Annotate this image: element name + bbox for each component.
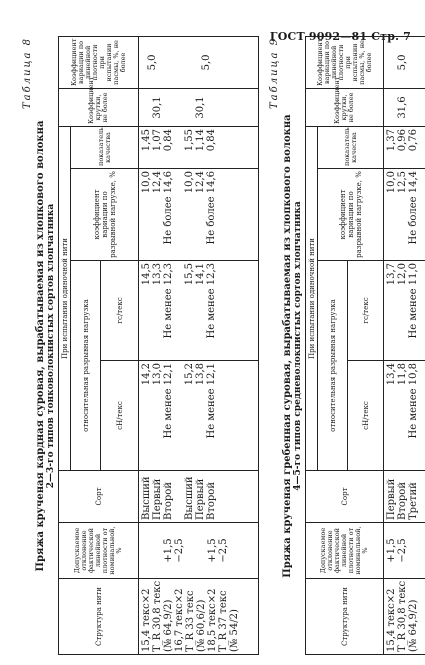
table-8-rel-strength-header: относительная разрывная нагрузка	[71, 261, 101, 471]
table-9-structure-header: Структура нити	[306, 579, 384, 655]
table-9-indicator-cell: 1,37 0,96 0,76	[384, 126, 425, 168]
table-row	[384, 36, 425, 654]
table-8-structure-cell: 15,4 текс×2 T_R 30,8 текс (№ 64,9/2) 16,7 текс×2 T_R 33 текс (№ 60,6/2) 18,5 текс×2 T_R 37 текс (№ 54/2)	[139, 579, 259, 655]
table-9-cn-tex-header: сН/текс	[348, 361, 384, 471]
table-8-twist-header: Коэффициент крутки, не более	[59, 88, 139, 126]
table-row	[139, 36, 259, 654]
table-9-density-cell: 5,0	[384, 36, 425, 88]
table-9-single-header: При испытании одиночной нити	[306, 126, 318, 470]
table-8-number: Таблица 8	[22, 37, 33, 110]
table-8-structure-header: Структура нити	[59, 579, 139, 655]
table-8-coef-header: коэффициент вариации по разрывной нагрузке, %	[71, 169, 139, 261]
table-8-twist-cell: 30,1 30,1	[139, 88, 259, 126]
table-9-coef-header: коэффициент вариации по разрывной нагрузке, %	[318, 169, 384, 261]
table-9-number: Таблица 9	[269, 37, 280, 110]
table-9-density-header: Коэффициент вариации по линейной плотности при испытании пасмы, %, не более	[306, 36, 384, 88]
table-9-indicator-header: показатель качества	[318, 126, 384, 168]
table-9-sort-cell: Первый Второй Третий	[384, 471, 425, 523]
table-9-gs-tex-header: гс/текс	[348, 261, 384, 361]
table-8-cn-tex-header: сН/текс	[101, 361, 139, 471]
table-9-structure-cell: 15,4 текс×2 T_R 30,8 текс (№ 64,9/2)	[384, 579, 425, 655]
table-8-sort-header: Сорт	[59, 471, 139, 523]
table-9-twist-cell: 31,6	[384, 88, 425, 126]
table-8-sort-cell: Высший Первый Второй Высший Первый Второй	[139, 471, 259, 523]
table-8-coef-cell: 10,0 12,4 Не более 14,6 10,0 12,4 Не более 14,6	[139, 169, 259, 261]
page-header: ГОСТ 9092—81 Стр. 7	[269, 30, 411, 43]
table-8-density-header: Коэффициент вариации по линейной плотности при испытании пасмы, %, не более	[59, 36, 139, 88]
table-8-gs-tex-header: гс/текс	[101, 261, 139, 361]
table-8-indicator-cell: 1,45 1,07 0,84 1,55 1,14 0,84	[139, 126, 259, 168]
table-8	[58, 36, 259, 655]
table-9-title: Пряжа крученая гребенная суровая, вырабатываемая из хлопкового волокна	[282, 114, 293, 578]
table-8-gs-tex-cell: 14,5 13,3 Не менее 12,3 15,5 14,1 Не менее 12,3	[139, 261, 259, 361]
table-9	[305, 36, 425, 655]
table-9-twist-header: Коэффициент крутки, не более	[306, 88, 384, 126]
table-9-gs-tex-cell: 13,7 12,0 Не менее 11,0	[384, 261, 425, 361]
table-8-deviation-cell: +1,5 −2,5 +1,5 −2,5	[139, 523, 259, 579]
table-8-subtitle: 2—3-го типов тонковолокнистых сортов хлопчатника	[46, 203, 56, 489]
table-9-subtitle: 4—5-го типов средневолокнистых сортов хлопчатника	[293, 201, 303, 491]
table-8-title: Пряжа крученая кардная суровая, вырабатываемая из хлопкового волокна	[35, 120, 46, 572]
table-8-cn-tex-cell: 14,2 13,0 Не менее 12,1 15,2 13,8 Не менее 12,1	[139, 361, 259, 471]
table-9-rel-strength-header: относительная разрывная нагрузка	[318, 261, 348, 471]
table-9-cn-tex-cell: 13,4 11,8 Не менее 10,8	[384, 361, 425, 471]
table-8-indicator-header: показатель качества	[71, 126, 139, 168]
table-8-single-header: При испытании одиночной нити	[59, 126, 71, 470]
table-8-density-cell: 5,0 5,0	[139, 36, 259, 88]
rotated-content	[22, 37, 417, 655]
table-8-deviation-header: Допускаемое отклонение фактической линейной плотности от номинальной, %	[59, 523, 139, 579]
table-9-deviation-header: Допускаемое отклонение фактической линейной плотности от номинальной, %	[306, 523, 384, 579]
table-9-deviation-cell: +1,5 −2,5	[384, 523, 425, 579]
table-9-sort-header: Сорт	[306, 471, 384, 523]
table-9-coef-cell: 10,0 12,5 Не более 14,4	[384, 169, 425, 261]
